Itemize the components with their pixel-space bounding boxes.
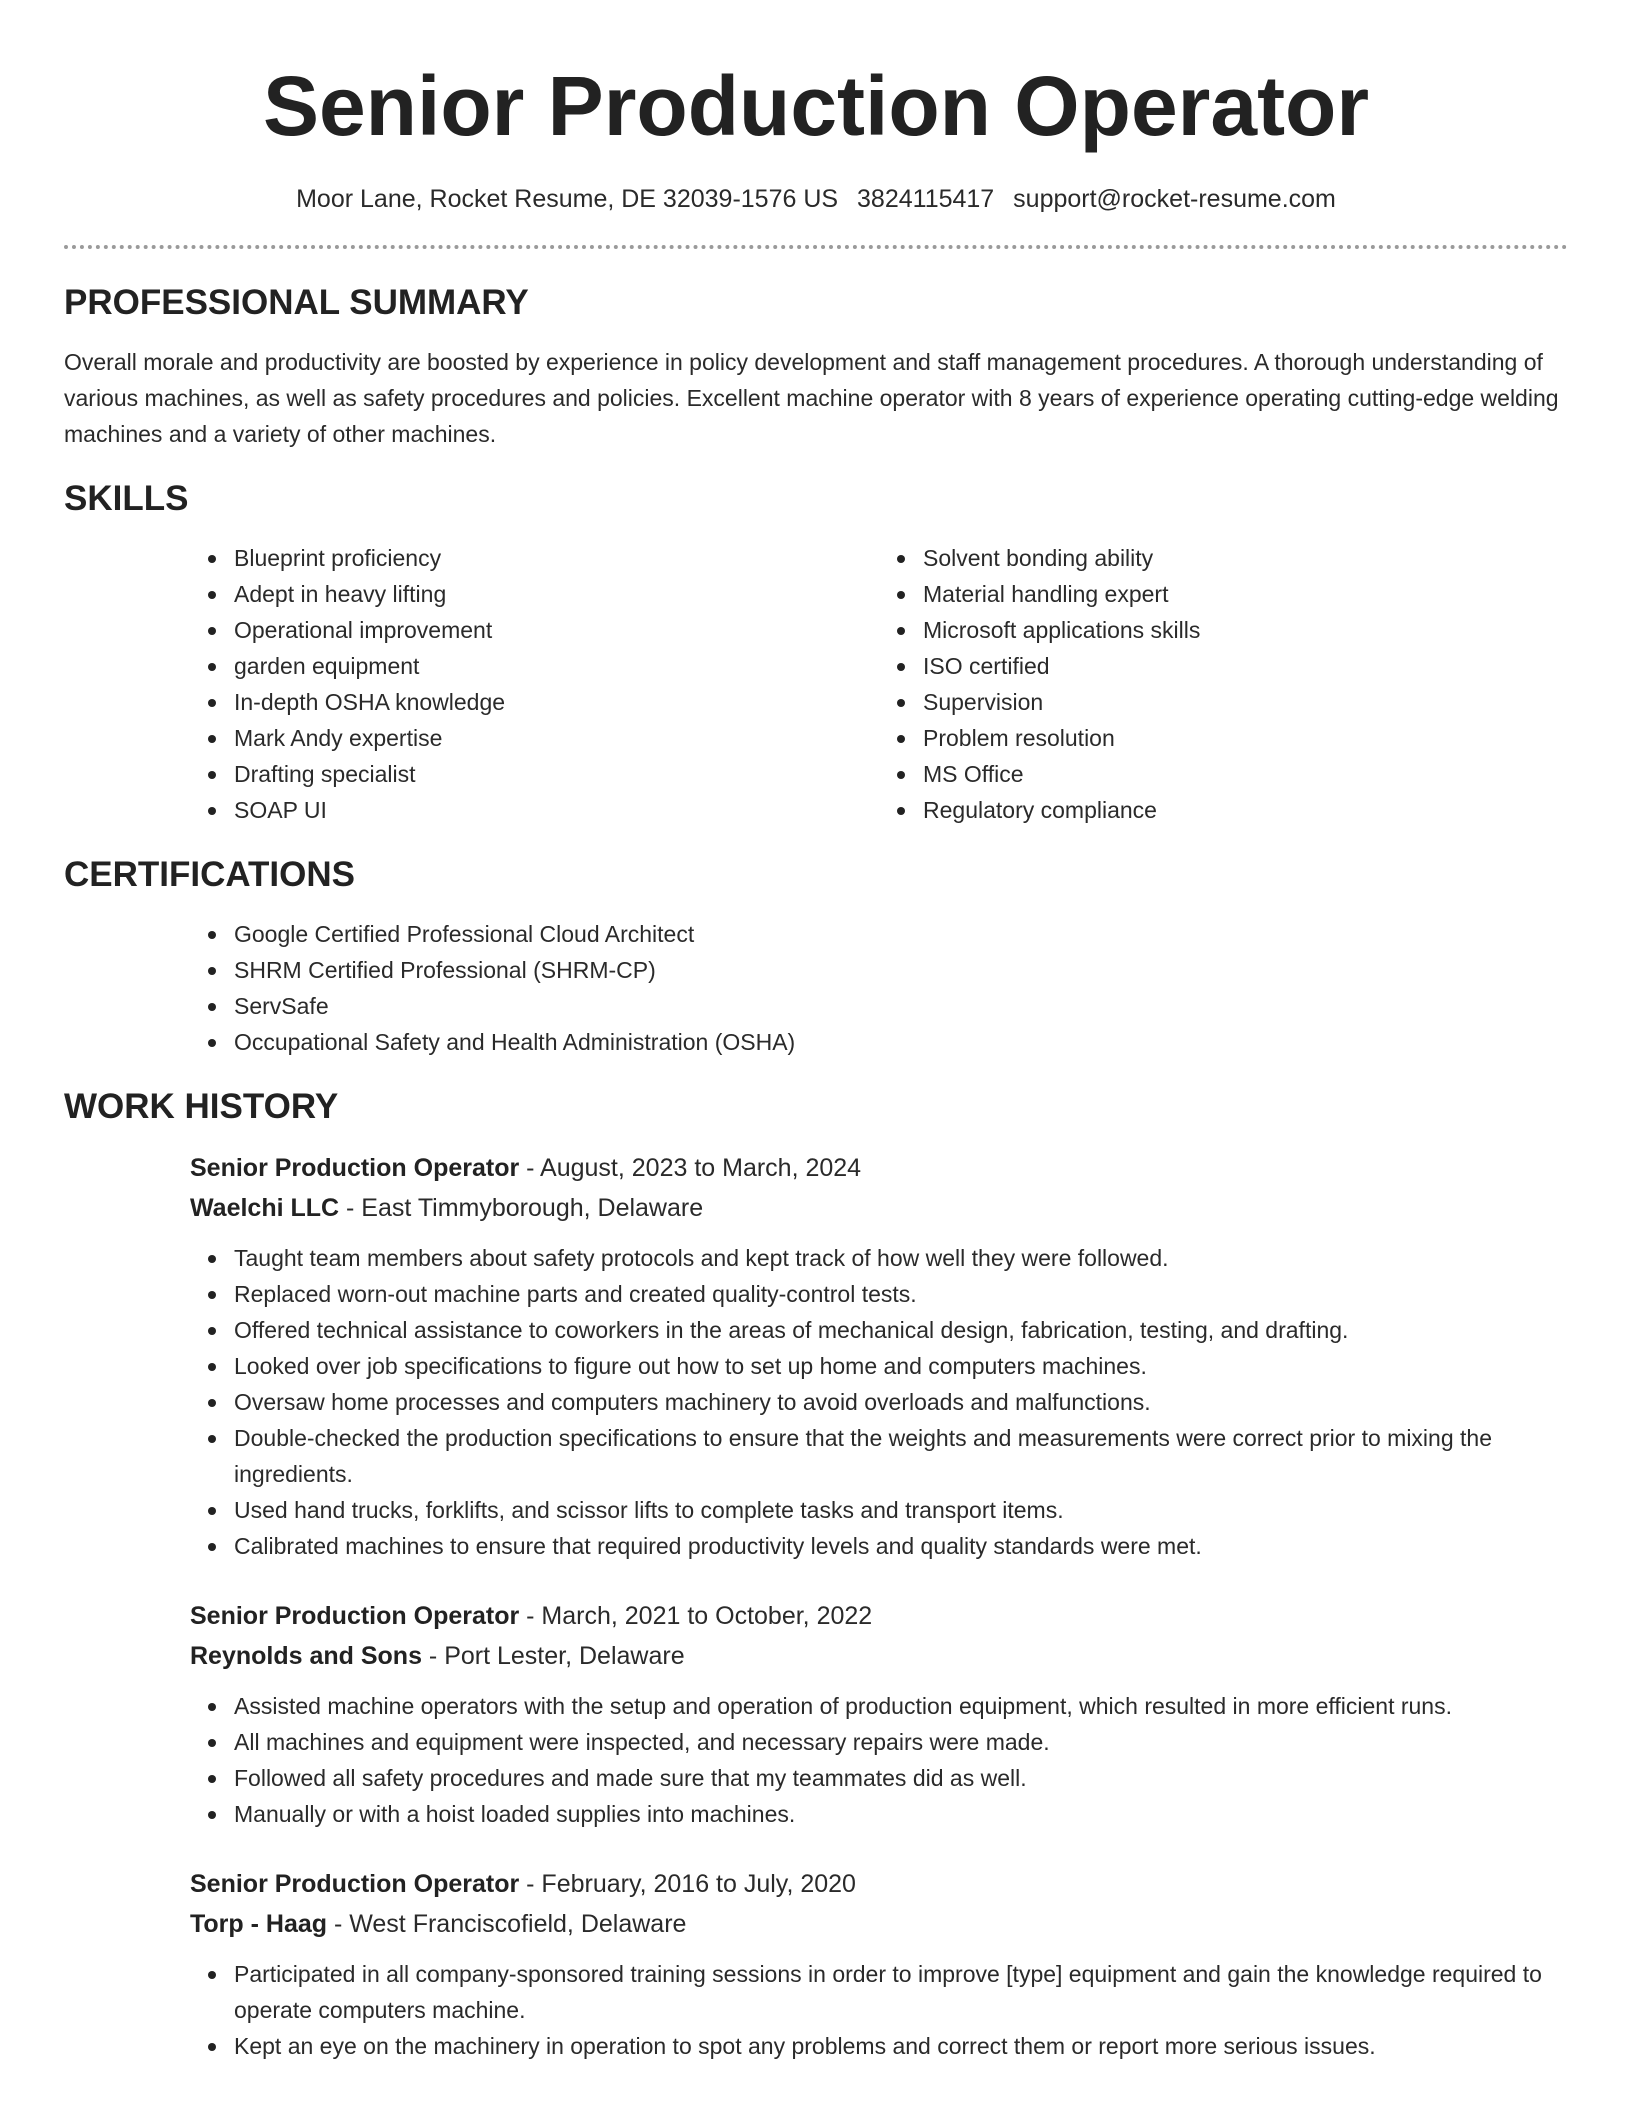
job-entry (190, 1596, 1568, 1832)
skills-heading: SKILLS (64, 479, 189, 518)
skill-item: Regulatory compliance (923, 792, 1568, 828)
contact-line (64, 184, 1568, 214)
skill-item: Microsoft applications skills (923, 612, 1568, 648)
skills-grid (190, 540, 1568, 828)
certifications-heading: CERTIFICATIONS (64, 855, 356, 894)
job-location: - West Franciscofield, Delaware (327, 1910, 687, 1938)
job-bullets (190, 1688, 1568, 1832)
certification-item: Google Certified Professional Cloud Architect (234, 916, 1568, 952)
skill-item: Blueprint proficiency (234, 540, 879, 576)
job-entry (190, 1148, 1568, 1564)
skills-section (64, 478, 1568, 828)
job-bullet: Calibrated machines to ensure that required productivity levels and quality standards were met. (234, 1528, 1568, 1564)
work-history-heading: WORK HISTORY (64, 1087, 339, 1126)
skill-item: Material handling expert (923, 576, 1568, 612)
certifications-section (64, 854, 1568, 1060)
job-title: Senior Production Operator (190, 1154, 520, 1182)
job-title-line (190, 1596, 1568, 1636)
job-company: Waelchi LLC (190, 1194, 340, 1222)
skill-item: Drafting specialist (234, 756, 879, 792)
job-bullet: Offered technical assistance to coworkers in the areas of mechanical design, fabrication, testing, and drafting. (234, 1312, 1568, 1348)
job-company-line (190, 1904, 1568, 1944)
job-location: - Port Lester, Delaware (421, 1642, 685, 1670)
job-bullet: Used hand trucks, forklifts, and scissor lifts to complete tasks and transport items. (234, 1492, 1568, 1528)
skill-item: Mark Andy expertise (234, 720, 879, 756)
job-bullet: Followed all safety procedures and made sure that my teammates did as well. (234, 1760, 1568, 1796)
job-bullet: Kept an eye on the machinery in operation to spot any problems and correct them or report more serious issues. (234, 2028, 1568, 2064)
certification-item: SHRM Certified Professional (SHRM-CP) (234, 952, 1568, 988)
job-title: Senior Production Operator (190, 1870, 520, 1898)
job-location: - East Timmyborough, Delaware (339, 1194, 704, 1222)
work-history-section (64, 1086, 1568, 2064)
skill-item: Solvent bonding ability (923, 540, 1568, 576)
skill-item: MS Office (923, 756, 1568, 792)
job-dates: - August, 2023 to March, 2024 (519, 1154, 862, 1182)
skill-item: Operational improvement (234, 612, 879, 648)
job-dates: - March, 2021 to October, 2022 (519, 1602, 873, 1630)
job-title: Senior Production Operator (190, 1602, 520, 1630)
job-bullet: All machines and equipment were inspected, and necessary repairs were made. (234, 1724, 1568, 1760)
job-bullet: Assisted machine operators with the setup and operation of production equipment, which resulted in more efficient runs. (234, 1688, 1568, 1724)
job-bullet: Replaced worn-out machine parts and created quality-control tests. (234, 1276, 1568, 1312)
job-bullet: Manually or with a hoist loaded supplies into machines. (234, 1796, 1568, 1832)
resume-title: Senior Production Operator (262, 59, 1370, 153)
contact-phone: 3824115417 (857, 185, 995, 213)
job-company-line (190, 1636, 1568, 1676)
skill-item: Problem resolution (923, 720, 1568, 756)
contact-email: support@rocket-resume.com (1013, 185, 1336, 213)
job-bullet: Oversaw home processes and computers machinery to avoid overloads and malfunctions. (234, 1384, 1568, 1420)
skill-item: Adept in heavy lifting (234, 576, 879, 612)
skill-item: garden equipment (234, 648, 879, 684)
skill-item: Supervision (923, 684, 1568, 720)
summary-heading: PROFESSIONAL SUMMARY (64, 283, 529, 322)
skill-item: In-depth OSHA knowledge (234, 684, 879, 720)
job-bullet: Looked over job specifications to figure out how to set up home and computers machines. (234, 1348, 1568, 1384)
certifications-list (190, 916, 1568, 1060)
skill-item: SOAP UI (234, 792, 879, 828)
job-bullet: Participated in all company-sponsored training sessions in order to improve [type] equipment and gain the knowledge required to operate computers machine. (234, 1956, 1568, 2028)
summary-text: Overall morale and productivity are boosted by experience in policy development and staff management procedures. A thorough understanding of various machines, as well as safety procedures and policies. Excellent machine operator with 8 years of experience operating cutting-edge welding machines and a variety of other machines. (64, 349, 1559, 447)
job-bullets (190, 1240, 1568, 1564)
job-bullets (190, 1956, 1568, 2064)
summary-section (64, 282, 1568, 452)
job-entry (190, 1864, 1568, 2064)
job-company: Reynolds and Sons (190, 1642, 422, 1670)
job-company: Torp - Haag (190, 1910, 328, 1938)
job-company-line (190, 1188, 1568, 1228)
skills-list-right (879, 540, 1568, 828)
job-bullet: Double-checked the production specifications to ensure that the weights and measurements were correct prior to mixing the ingredients. (234, 1420, 1568, 1492)
contact-address: Moor Lane, Rocket Resume, DE 32039-1576 US (296, 185, 839, 213)
job-bullet: Taught team members about safety protocols and kept track of how well they were followed. (234, 1240, 1568, 1276)
job-title-line (190, 1864, 1568, 1904)
skills-list-left (190, 540, 879, 828)
certification-item: ServSafe (234, 988, 1568, 1024)
skill-item: ISO certified (923, 648, 1568, 684)
job-title-line (190, 1148, 1568, 1188)
header-divider (64, 245, 1568, 249)
certification-item: Occupational Safety and Health Administration (OSHA) (234, 1024, 1568, 1060)
job-dates: - February, 2016 to July, 2020 (519, 1870, 856, 1898)
